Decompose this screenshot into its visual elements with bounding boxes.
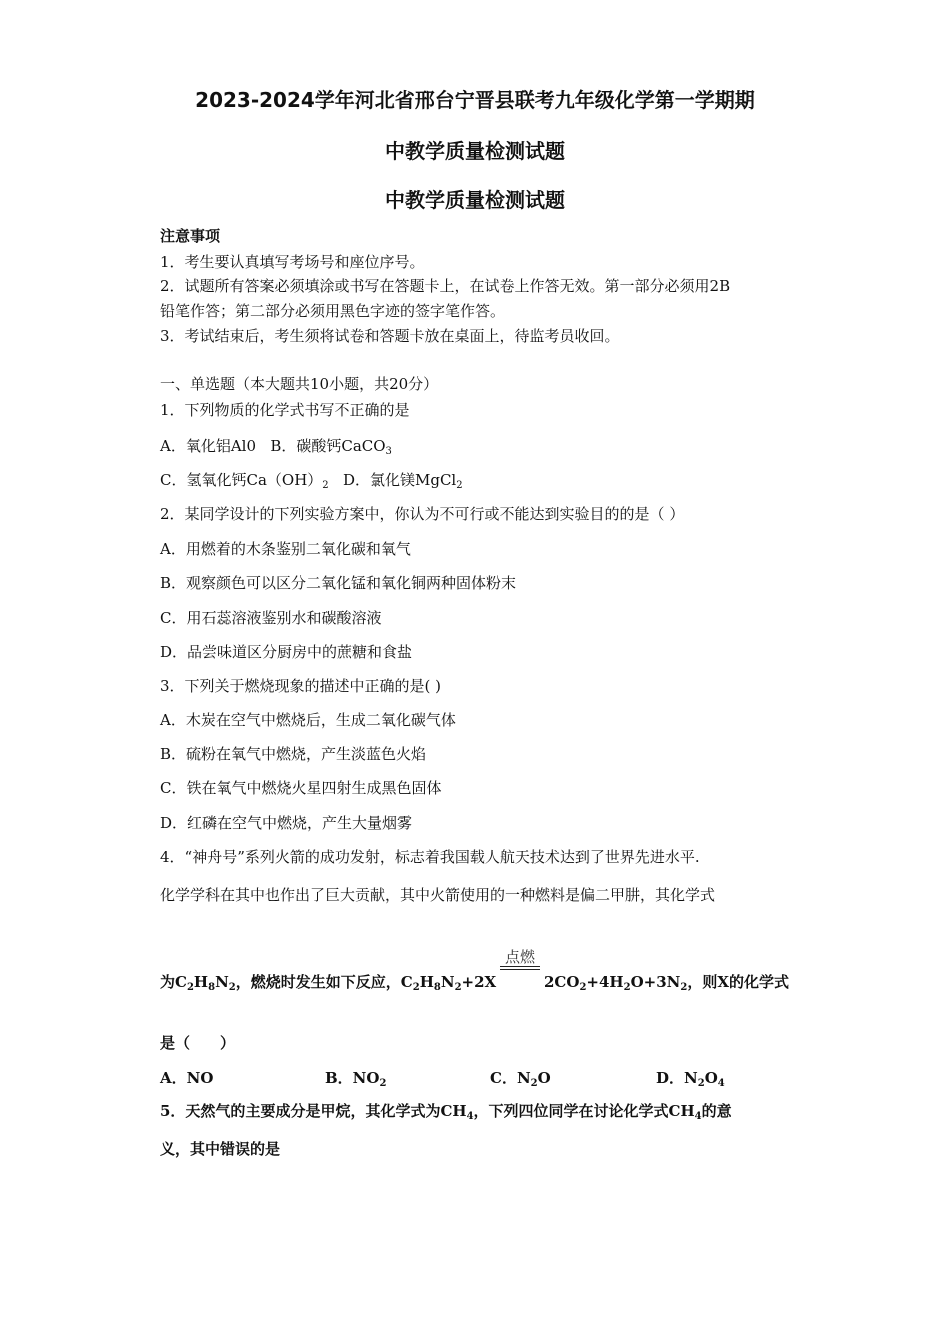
q1-option-d (343, 471, 463, 489)
q4-stem-line-2: 化学学科在其中也作出了巨大贡献，其中火箭使用的一种燃料是偏二甲肼，其化学式 (160, 886, 716, 904)
q5-text: 的意 (701, 1102, 732, 1120)
eq-text: N (440, 973, 455, 991)
eq-text: 2CO (544, 973, 580, 991)
eq-subscript: 8 (433, 982, 441, 993)
q4-option-d-sub: 2 (697, 1078, 705, 1089)
q3-stem: 3．下列关于燃烧现象的描述中正确的是( ) (160, 677, 442, 695)
notes-item-2-continued: 铅笔作答；第二部分必须用黑色字迹的签字笔作答。 (160, 302, 506, 320)
q2-stem: 2．某同学设计的下列实验方案中，你认为不可行或不能达到实验目的的是（ ） (160, 505, 685, 523)
eq-text: +2X (461, 973, 497, 991)
reaction-condition: 点燃 (504, 948, 535, 966)
eq-text: N (215, 973, 229, 991)
reaction-arrow-line-top (500, 966, 540, 967)
q1-stem: 1．下列物质的化学式书写不正确的是 (160, 401, 410, 419)
q5-text: ，下列四位同学在讨论化学式CH (473, 1102, 695, 1120)
q2-option-d: D．品尝味道区分厨房中的蔗糖和食盐 (160, 643, 413, 661)
eq-subscript: 2 (228, 982, 236, 993)
q4-stem-line-1: 4．“神舟号”系列火箭的成功发射，标志着我国载人航天技术达到了世界先进水平. (160, 848, 700, 866)
q5-text: 5．天然气的主要成分是甲烷，其化学式为CH (160, 1102, 467, 1120)
q5-stem-line-2: 义，其中错误的是 (160, 1140, 281, 1158)
q4-equation-right (544, 972, 789, 992)
q1-option-a: A．氧化铝Al0 (160, 437, 257, 455)
q4-option-d-text-2: O (704, 1069, 718, 1087)
eq-text: +4H (586, 973, 624, 991)
eq-subscript: 2 (680, 982, 688, 993)
q1-option-c-text: C．氢氧化钙Ca（OH） (160, 471, 323, 489)
exam-title-line-3: 中教学质量检测试题 (385, 188, 565, 212)
exam-title-line-1: 2023-2024学年河北省邢台宁晋县联考九年级化学第一学期期 (195, 88, 755, 112)
eq-text: 为C (160, 973, 187, 991)
eq-text: O+3N (630, 973, 681, 991)
reaction-arrow-line-bottom (500, 969, 540, 970)
eq-subscript: 2 (454, 982, 462, 993)
section-heading: 一、单选题（本大题共10小题，共20分） (160, 375, 439, 393)
q2-option-c: C．用石蕊溶液鉴别水和碳酸溶液 (160, 609, 382, 627)
notes-item-2: 2．试题所有答案必须填涂或书写在答题卡上，在试卷上作答无效。第一部分必须用2B (160, 277, 731, 295)
q2-option-b: B．观察颜色可以区分二氧化锰和氧化铜两种固体粉末 (160, 574, 517, 592)
q5-subscript: 4 (466, 1111, 474, 1122)
q1-option-b (270, 437, 392, 455)
q3-option-b: B．硫粉在氧气中燃烧，产生淡蓝色火焰 (160, 745, 427, 763)
eq-text: H (193, 973, 209, 991)
q4-option-c-text-2: O (537, 1069, 551, 1087)
q1-option-b-sub: 3 (385, 446, 392, 457)
q4-option-a: A．NO (160, 1069, 214, 1087)
q4-equation-left (160, 972, 496, 992)
q2-option-a: A．用燃着的木条鉴别二氧化碳和氧气 (160, 540, 411, 558)
q1-option-d-text: D．氯化镁MgCl (342, 471, 457, 489)
q1-options-row-1 (160, 436, 392, 456)
notes-item-1: 1．考生要认真填写考场号和座位序号。 (160, 253, 425, 271)
notes-item-3: 3．考试结束后，考生须将试卷和答题卡放在桌面上，待监考员收回。 (160, 327, 620, 345)
q4-option-b-sub: 2 (379, 1078, 387, 1089)
q4-option-d-sub-2: 4 (717, 1078, 725, 1089)
q4-stem-line-3: 是（ ） (160, 1034, 236, 1052)
q4-option-c (490, 1068, 551, 1088)
q5-stem-line-1 (160, 1101, 732, 1121)
q3-option-d: D．红磷在空气中燃烧，产生大量烟雾 (160, 814, 413, 832)
eq-subscript: 8 (208, 982, 216, 993)
q4-option-b-text: B．NO (325, 1069, 380, 1087)
q3-option-c: C．铁在氧气中燃烧火星四射生成黑色固体 (160, 779, 442, 797)
q1-option-c (160, 471, 329, 489)
eq-text: H (419, 973, 434, 991)
q4-option-c-text: C．N (490, 1069, 531, 1087)
q3-option-a: A．木炭在空气中燃烧后，生成二氧化碳气体 (160, 711, 456, 729)
exam-title-line-2: 中教学质量检测试题 (385, 139, 565, 163)
eq-subscript: 2 (412, 982, 420, 993)
q1-options-row-2 (160, 470, 463, 490)
q4-option-c-sub: 2 (530, 1078, 538, 1089)
q4-option-d-text: D．N (656, 1069, 698, 1087)
eq-subscript: 2 (579, 982, 587, 993)
q1-option-d-sub: 2 (456, 480, 463, 491)
q4-option-b (325, 1068, 386, 1088)
notes-heading: 注意事项 (160, 227, 221, 245)
eq-text: ，则X的化学式 (687, 973, 789, 991)
eq-text: ，燃烧时发生如下反应，C (235, 973, 413, 991)
q1-option-c-sub: 2 (322, 480, 329, 491)
q4-option-d (656, 1068, 725, 1088)
eq-subscript: 2 (623, 982, 631, 993)
q5-subscript: 4 (694, 1111, 702, 1122)
q1-option-b-text: B．碳酸钙CaCO (270, 437, 386, 455)
eq-subscript: 2 (186, 982, 194, 993)
